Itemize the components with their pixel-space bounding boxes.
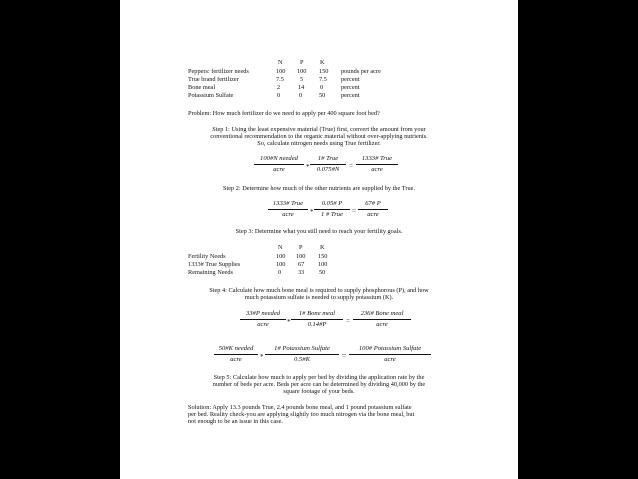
denominator: acre [376,321,388,328]
denominator: acre [367,211,379,218]
row-label: 1333# True Supplies [188,261,241,268]
numerator: 1333# True [272,200,304,207]
problem-statement: Problem: How much fertilizer do we need to apply per 400 square foot bed? [188,110,380,117]
numerator: 1# True [317,155,339,162]
fraction [214,345,258,364]
step2-line: Step 2: Determine how much of the other nutrients are supplied by the True. [222,185,416,192]
row-unit: percent [341,76,360,83]
denominator: acre [371,166,383,173]
row-label: True brand fertilizer [188,76,239,83]
step1-line: conventional recommendation to the organic material without over-applying nutrients. [210,133,428,140]
denominator: acre [230,356,242,363]
fraction [358,200,388,219]
row-k: 50 [319,92,326,99]
row-p: 14 [298,84,305,91]
fraction [240,310,286,329]
numerator: 1# Bone meal [298,310,336,317]
row-label: Fertility Needs [188,253,226,260]
equals-symbol: = [349,162,353,170]
row-n: 2 [277,84,281,91]
numerator: 100#N needed [260,155,298,162]
row-unit: percent [341,92,360,99]
row-k: 150 [318,253,328,260]
denominator: 1 # True [321,211,343,218]
fraction [254,155,304,174]
equals-symbol: = [346,317,350,325]
numerator: 67# P [365,200,381,207]
fraction [265,345,339,364]
numerator: 50#K needed [218,345,254,352]
row-label: Peppers: fertilizer needs [188,68,249,75]
row-k: 150 [319,68,329,75]
step5-line: Step 5: Calculate how much to apply per bed by dividing the application rate by the [213,374,425,381]
row-p: 5 [300,76,304,83]
denominator: acre [384,356,396,363]
times-symbol: * [287,318,291,326]
row-p: 100 [297,68,307,75]
solution-line: not enough to be an issue in this case. [188,418,283,425]
numerator: 100# Potassium Sulfate [358,345,422,352]
fraction [291,310,343,329]
times-symbol: * [310,208,314,216]
row-p: 33 [298,269,305,276]
row-k: 100 [318,261,328,268]
table2-header-p: P [299,244,303,251]
table1-header-n: N [278,59,283,66]
times-symbol: * [306,163,310,171]
fraction [314,200,350,219]
step4-line: Step 4: Calculate how much bone meal is required to supply phosphorous (P), and how [209,287,429,294]
numerator: 0.05# P [321,200,343,207]
row-p: 67 [298,261,305,268]
denominator: 0.075#N [316,166,340,173]
step4-line: much potassium sulfate is needed to supply potassium (K). [244,294,394,301]
denominator: 0.14#P [307,321,327,328]
denominator: acre [282,211,294,218]
times-symbol: * [260,353,264,361]
row-n: 100 [276,68,286,75]
row-p: 100 [296,253,306,260]
row-k: 50 [319,269,326,276]
table1-header-p: P [300,59,304,66]
numerator: 33#P needed [245,310,281,317]
step1-line: Step 1: Using the least expensive material (True) first, convert the amount from your [212,126,426,133]
table2-header-n: N [278,244,283,251]
denominator: acre [257,321,269,328]
table2-header-k: K [320,244,325,251]
step5-line: square footage of your beds. [283,388,355,395]
row-n: 0 [277,92,281,99]
row-label: Bone meal [188,84,216,91]
row-unit: pounds per acre [341,68,381,75]
denominator: acre [273,166,285,173]
row-unit: percent [341,84,360,91]
fraction [353,310,411,329]
step1-line: So, calculate nitrogen needs using True fertilizer. [257,140,381,147]
row-n: 0 [278,269,282,276]
row-k: 0 [320,84,324,91]
row-n: 100 [276,253,286,260]
row-label: Remaining Needs [188,269,233,276]
row-n: 100 [276,261,286,268]
step3-line: Step 3: Determine what you still need to reach your fertility goals. [235,228,403,235]
row-label: Potassium Sulfate [188,92,234,99]
fraction [268,200,308,219]
fraction [356,155,398,174]
step5-line: number of beds per acre. Beds per acre can be determined by dividing 40,000 by the [212,381,426,388]
numerator: 1# Potassium Sulfate [274,345,330,352]
numerator: 1333# True [361,155,393,162]
solution-line: Solution: Apply 13.3 pounds True, 2.4 pounds bone meal, and 1 pound potassium sulfate [188,404,412,411]
numerator: 236# Bone meal [360,310,404,317]
row-n: 7.5 [276,76,284,83]
document-page [120,0,518,479]
equals-symbol: = [342,352,346,360]
denominator: 0.5#K [294,356,310,363]
table1-header-k: K [320,59,325,66]
fraction [349,345,431,364]
fraction [310,155,346,174]
row-k: 7.5 [319,76,327,83]
row-p: 0 [299,92,303,99]
equals-symbol: = [352,207,356,215]
solution-line: per bed. Reality check-you are applying slightly too much nitrogen via the bone meal, but [188,411,415,418]
